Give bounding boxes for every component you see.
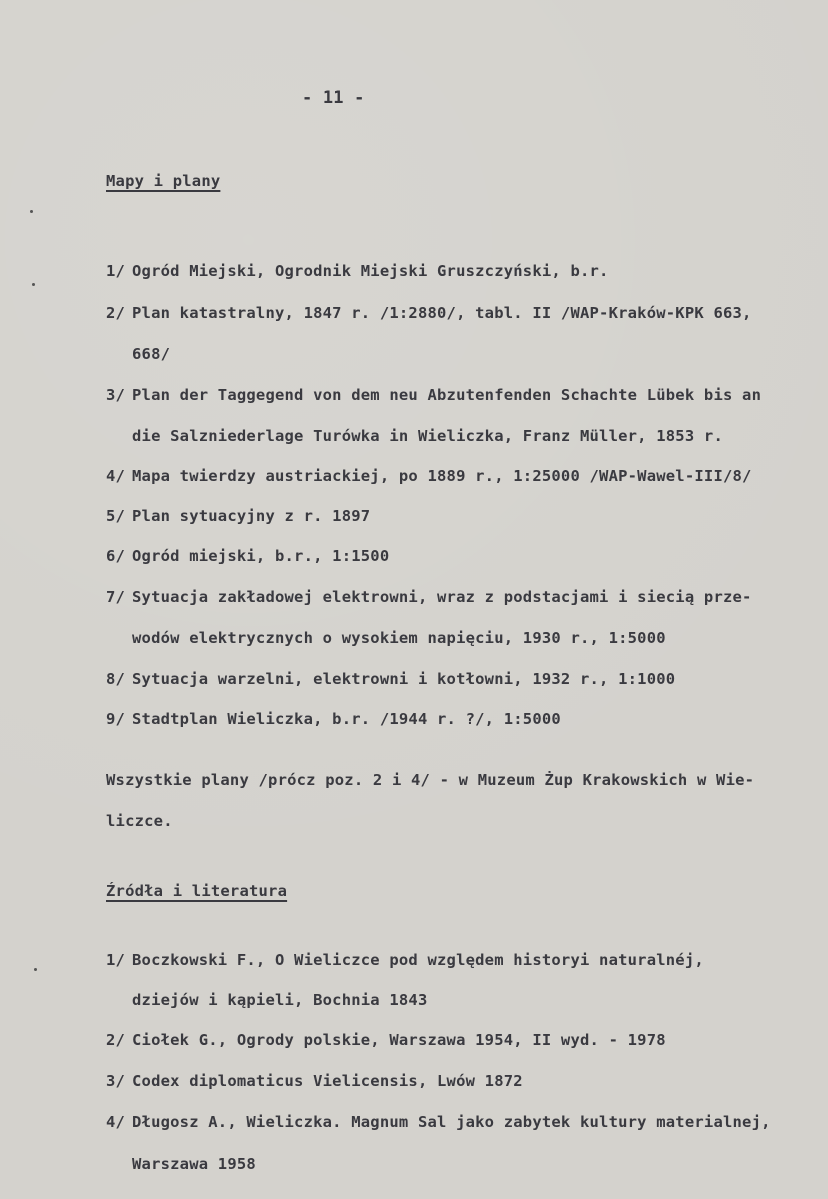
list-item: 2/ Plan katastralny, 1847 r. /1:2880/, tabl. II /WAP-Kraków-KPK 663, [106,304,752,322]
list-item: 1/ Boczkowski F., O Wieliczce pod względem historyi naturalnéj, [106,951,704,969]
list-item-continuation: wodów elektrycznych o wysokiem napięciu, 1930 r., 1:5000 [132,629,666,647]
list-item: 3/ Plan der Taggegend von dem neu Abzutenfenden Schachte Lübek bis an [106,386,762,404]
list-item: 5/ Plan sytuacyjny z r. 1897 [106,507,371,525]
punch-mark [32,283,35,286]
section-heading-maps: Mapy i plany [106,172,221,190]
list-item-continuation: Warszawa 1958 [132,1155,256,1173]
punch-mark [30,210,33,213]
note-text: Wszystkie plany /prócz poz. 2 i 4/ - w Muzeum Żup Krakowskich w Wie- [106,771,755,789]
list-item: 9/ Stadtplan Wieliczka, b.r. /1944 r. ?/, 1:5000 [106,710,561,728]
list-item-continuation: 668/ [132,345,171,363]
list-item: 8/ Sytuacja warzelni, elektrowni i kotłowni, 1932 r., 1:1000 [106,670,676,688]
note-text: liczce. [106,812,173,830]
list-item: 3/ Codex diplomaticus Vielicensis, Lwów 1872 [106,1072,523,1090]
list-item: 4/ Długosz A., Wieliczka. Magnum Sal jako zabytek kultury materialnej, [106,1113,771,1131]
list-item: 7/ Sytuacja zakładowej elektrowni, wraz z podstacjami i siecią prze- [106,588,752,606]
list-item: 4/ Mapa twierdzy austriackiej, po 1889 r., 1:25000 /WAP-Wawel-III/8/ [106,467,752,485]
list-item: 2/ Ciołek G., Ogrody polskie, Warszawa 1954, II wyd. - 1978 [106,1031,666,1049]
list-item: 6/ Ogród miejski, b.r., 1:1500 [106,547,390,565]
list-item-continuation: die Salzniederlage Turówka in Wieliczka, Franz Müller, 1853 r. [132,427,723,445]
list-item: 1/ Ogród Miejski, Ogrodnik Miejski Gruszczyński, b.r. [106,262,609,280]
punch-mark [34,968,37,971]
list-item-continuation: dziejów i kąpieli, Bochnia 1843 [132,991,428,1009]
page-number: - 11 - [302,88,365,108]
section-heading-sources: Źródła i literatura [106,882,288,900]
